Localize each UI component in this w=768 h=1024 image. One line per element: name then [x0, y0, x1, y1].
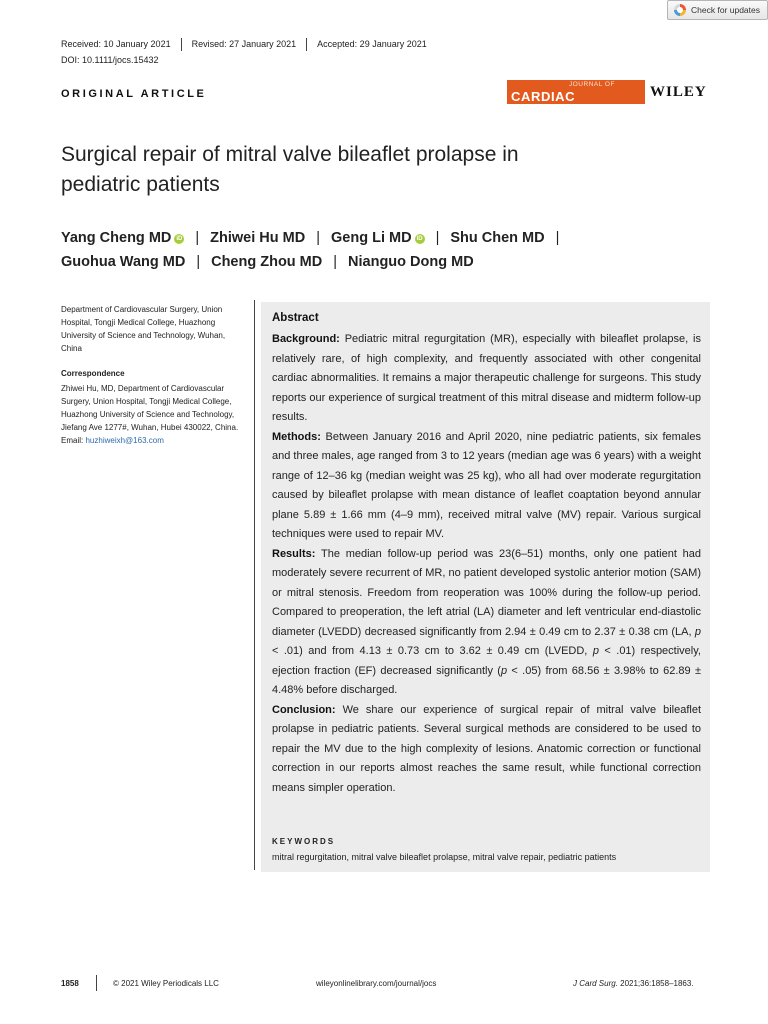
- affiliation: Department of Cardiovascular Surgery, Union Hospital, Tongji Medical College, Huazhong University of Science and Technology, Wuhan, China: [61, 305, 226, 353]
- results-label: Results:: [272, 547, 316, 560]
- background-text: Pediatric mitral regurgitation (MR), especially with bileaflet prolapse, is relatively rare, of high complexity, and frequently associated with other congenital cardiac abnormalities. It remains a major therapeutic challenge for surgeons. This study reports our experience of surgical treatment of this mitral disease and midterm follow-up results.: [272, 333, 701, 423]
- orcid-icon[interactable]: iD: [416, 236, 423, 242]
- conclusion-text: We share our experience of surgical repair of mitral valve bileaflet prolapse in pediatric patients. Several surgical methods are considered to be used to repair the MV due to the high complexity of lesions. Anatomic correction or functional correction in our reports almost reaches the same result, while functional correction means simpler operation.: [272, 703, 701, 794]
- abstract-heading: Abstract: [272, 312, 319, 324]
- author-separator: |: [555, 230, 560, 246]
- p-symbol: p: [500, 664, 508, 677]
- title-line-2: pediatric patients: [61, 173, 220, 196]
- methods-text: Between January 2016 and April 2020, nine pediatric patients, six females and three males, age ranged from 3 to 12 years (median age was 6 years) with a weight range of 12–36 kg (median weight was 25 kg), who all had over moderate regurgitation caused by bileaflet prolapse with mean distance of leaflet coaptation beyond annular plane 5.89 ± 1.66 mm (4–9 mm), received mitral valve (MV) repair. Various surgical techniques were used to repair MV.: [272, 430, 701, 540]
- article-dates: [61, 38, 437, 51]
- abstract-results: [272, 545, 701, 701]
- author[interactable]: Zhiwei Hu MD: [210, 230, 306, 246]
- article-type: ORIGINAL ARTICLE: [61, 88, 207, 100]
- abstract-methods: [272, 428, 701, 545]
- citation: [573, 979, 694, 988]
- revised-date: Revised: 27 January 2021: [181, 38, 307, 51]
- journal-url[interactable]: wileyonlinelibrary.com/journal/jocs: [316, 979, 437, 988]
- p-symbol: p: [694, 625, 701, 638]
- author[interactable]: Shu Chen MD: [450, 230, 545, 246]
- author-separator: |: [435, 230, 440, 246]
- page-number: 1858: [61, 979, 79, 988]
- abstract-background: [272, 330, 701, 428]
- abstract-conclusion: [272, 701, 701, 799]
- received-date: Received: 10 January 2021: [61, 39, 171, 49]
- correspondence-heading: Correspondence: [61, 369, 125, 378]
- citation-details: 2021;36:1858–1863.: [617, 979, 694, 988]
- results-text: < .01) and from 4.13 ± 0.73 cm to 3.62 ± 0.49 cm (LVEDD,: [272, 645, 588, 657]
- p-symbol: p: [592, 645, 599, 657]
- author-list: [61, 226, 721, 274]
- doi[interactable]: DOI: 10.1111/jocs.15432: [61, 55, 159, 65]
- background-label: Background:: [272, 333, 340, 345]
- author[interactable]: Guohua Wang MD: [61, 254, 186, 270]
- email-label: Email:: [61, 436, 84, 445]
- results-text: < .05) from 68.56 ± 3.98% to 62.89 ± 4.48% before discharged.: [272, 664, 701, 696]
- keywords-heading: KEYWORDS: [272, 837, 336, 846]
- check-for-updates-button[interactable]: [667, 0, 768, 20]
- crossmark-icon: [674, 4, 686, 16]
- column-divider: [254, 300, 255, 870]
- author-separator: |: [196, 254, 201, 270]
- author[interactable]: Yang Cheng MD: [61, 230, 172, 246]
- author[interactable]: Cheng Zhou MD: [211, 254, 323, 270]
- correspondence: [61, 382, 247, 447]
- journal-logo-line2: CARDIAC SURGERY: [511, 89, 580, 119]
- author[interactable]: Nianguo Dong MD: [348, 254, 474, 270]
- conclusion-label: Conclusion:: [272, 703, 336, 716]
- correspondence-text: Zhiwei Hu, MD, Department of Cardiovascular Surgery, Union Hospital, Tongji Medical College, Huazhong University of Science and Technology, Jiefang Ave 1277#, Wuhan, Hubei 430022, China.: [61, 384, 239, 432]
- article-title: [61, 140, 641, 200]
- check-for-updates-label: Check for updates: [691, 5, 760, 15]
- journal-logo: [507, 80, 645, 119]
- author-separator: |: [333, 254, 338, 270]
- author-separator: |: [195, 230, 200, 246]
- results-text: The median follow-up period was 23(6–51) months, only one patient had moderately severe recurrent of MR, no patient developed systolic anterior motion (SAM) or mitral stenosis. Freedom from reoperation was 100% during the follow-up period. Compared to preoperation, the left atrial (LA) diameter and left ventricular end-diastolic diameter (LVEDD) decreased significantly from 2.94 ± 0.49 cm to 2.37 ± 0.38 cm (LA,: [272, 547, 701, 638]
- results-text: < .01) respectively, ejection fraction (EF) decreased significantly (: [272, 645, 701, 677]
- journal-logo-line1: JOURNAL OF: [569, 81, 615, 88]
- accepted-date: Accepted: 29 January 2021: [306, 38, 437, 51]
- footer-divider: [96, 975, 97, 991]
- methods-label: Methods:: [272, 430, 321, 443]
- copyright: © 2021 Wiley Periodicals LLC: [113, 979, 219, 988]
- publisher-logo: WILEY: [650, 84, 707, 100]
- orcid-icon[interactable]: iD: [176, 236, 183, 242]
- abstract-body: [272, 330, 701, 798]
- title-line-1: Surgical repair of mitral valve bileaflet prolapse in: [61, 143, 519, 166]
- keywords-list: mitral regurgitation, mitral valve bileaflet prolapse, mitral valve repair, pediatric patients: [272, 852, 617, 862]
- journal-abbreviation: J Card Surg.: [573, 979, 618, 988]
- email-link[interactable]: huzhiweixh@163.com: [85, 436, 164, 445]
- author-separator: |: [316, 230, 320, 246]
- author[interactable]: Geng Li MD: [331, 230, 412, 246]
